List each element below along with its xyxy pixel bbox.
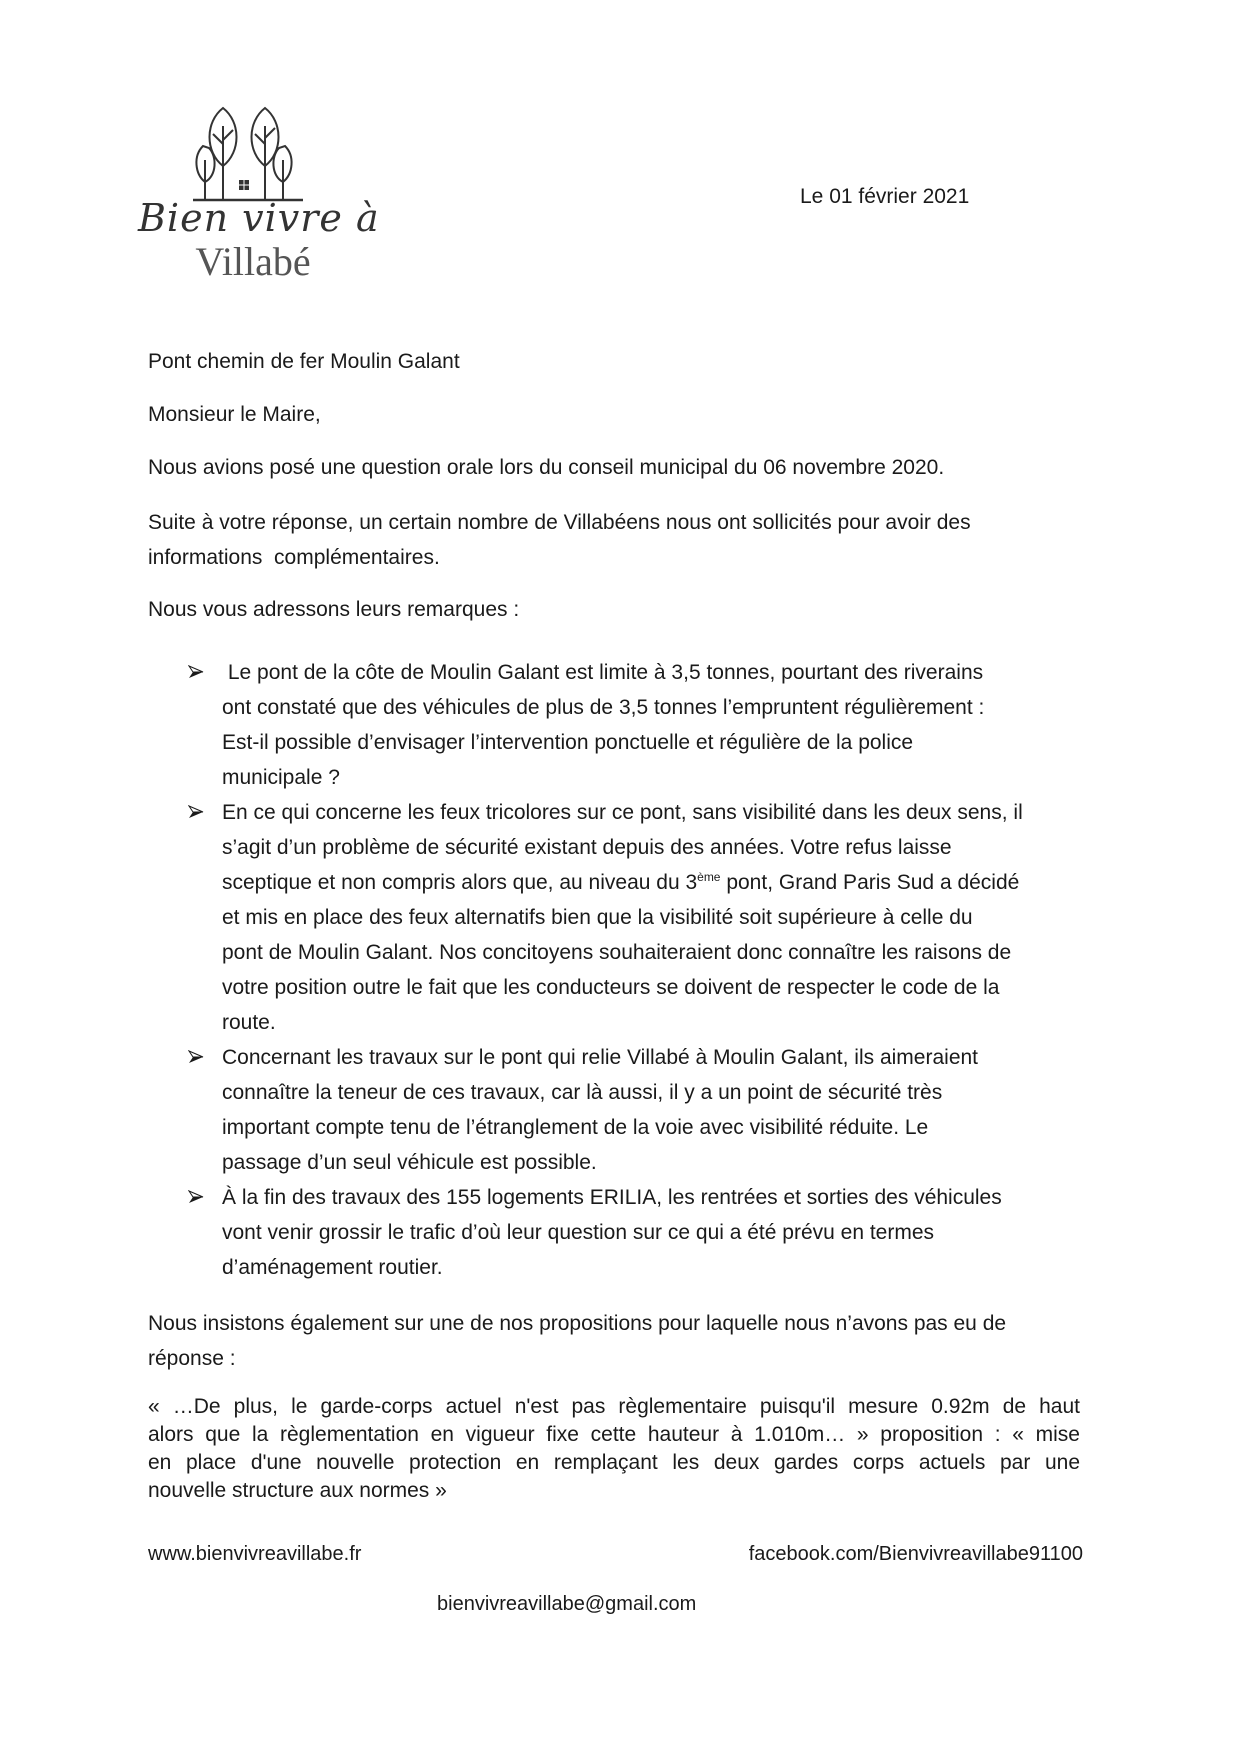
intro-paragraph: Nous avions posé une question orale lors du conseil municipal du 06 novembre 2020. (148, 456, 945, 479)
email-link[interactable]: bienvivreavillabe@gmail.com (437, 1593, 697, 1615)
bullet-3-line-3: important compte tenu de l’étranglement de la voie avec visibilité réduite. Le (222, 1116, 929, 1139)
list-item (148, 655, 1098, 795)
bullet-3-line-2: connaître la teneur de ces travaux, car là aussi, il y a un point de sécurité très (222, 1081, 943, 1104)
bullet-4-line-3: d’aménagement routier. (222, 1256, 443, 1279)
list-item (148, 1040, 1098, 1180)
association-logo (138, 104, 380, 284)
salutation: Monsieur le Maire, (148, 403, 321, 426)
letter-subject: Pont chemin de fer Moulin Galant (148, 350, 460, 373)
bullet-2-line-3-start: sceptique et non compris alors que, au niveau du 3 (222, 871, 698, 894)
remarks-list (148, 655, 1098, 1285)
bullet-2-line-4: et mis en place des feux alternatifs bien que la visibilité soit supérieure à celle du (222, 906, 973, 929)
trees-house-icon (193, 104, 303, 204)
facebook-link[interactable]: facebook.com/Bienvivreavillabe91100 (748, 1543, 1083, 1565)
website-link[interactable]: www.bienvivreavillabe.fr (148, 1543, 362, 1565)
followup-paragraph (148, 505, 1078, 575)
bullet-2-line-2: s’agit d’un problème de sécurité existant depuis des années. Votre refus laisse (222, 836, 952, 859)
bullet-4-line-2: vont venir grossir le trafic d’où leur question sur ce qui a été prévu en termes (222, 1221, 935, 1244)
logo-name-text: Villabé (195, 239, 311, 284)
insist-line-2: réponse : (148, 1347, 236, 1370)
list-item (148, 1180, 1098, 1285)
bullet-4-line-1: À la fin des travaux des 155 logements ERILIA, les rentrées et sorties des véhicules (222, 1186, 1002, 1209)
bullet-2-line-1: En ce qui concerne les feux tricolores sur ce pont, sans visibilité dans les deux sens, il (222, 801, 1023, 824)
quote-line-4: nouvelle structure aux normes » (148, 1479, 447, 1502)
logo-script-text: Bien vivre à (138, 196, 380, 240)
bullet-2-line-3-end: pont, Grand Paris Sud a décidé (720, 871, 1020, 894)
letter-date: Le 01 février 2021 (800, 185, 970, 208)
bullet-1-line-1: Le pont de la côte de Moulin Galant est limite à 3,5 tonnes, pourtant des riverains (222, 661, 984, 684)
remarks-intro: Nous vous adressons leurs remarques : (148, 598, 520, 621)
bullet-3-line-4: passage d’un seul véhicule est possible. (222, 1151, 597, 1174)
bullet-2-line-3 (222, 865, 1098, 900)
bullet-1-line-4: municipale ? (222, 766, 340, 789)
bullet-3-line-1: Concernant les travaux sur le pont qui relie Villabé à Moulin Galant, ils aimeraient (222, 1046, 979, 1069)
bullet-2-line-5: pont de Moulin Galant. Nos concitoyens souhaiteraient donc connaître les raisons de (222, 941, 1012, 964)
bullet-2-line-6: votre position outre le fait que les conducteurs se doivent de respecter le code de la (222, 976, 1000, 999)
bullet-1-line-3: Est-il possible d’envisager l’intervention ponctuelle et régulière de la police (222, 731, 914, 754)
quoted-proposal (148, 1393, 1080, 1505)
insist-paragraph (148, 1306, 1078, 1376)
bullet-1-line-2: ont constaté que des véhicules de plus de 3,5 tonnes l’empruntent régulièrement : (222, 696, 985, 719)
quote-line-1: « …De plus, le garde-corps actuel n'est pas règlementaire puisqu'il mesure 0.92m de haut (148, 1395, 1080, 1418)
insist-line-1: Nous insistons également sur une de nos propositions pour laquelle nous n’avons pas eu de (148, 1312, 1007, 1335)
quote-line-2: alors que la règlementation en vigueur fixe cette hauteur à 1.010m… » proposition : « mise (148, 1423, 1080, 1446)
arrowhead-bullet-icon (188, 655, 208, 690)
arrowhead-bullet-icon (188, 795, 208, 830)
ordinal-superscript: ème (697, 870, 721, 884)
followup-line-2: informations complémentaires. (148, 546, 440, 569)
arrowhead-bullet-icon (188, 1040, 208, 1075)
list-item (148, 795, 1098, 1040)
followup-line-1: Suite à votre réponse, un certain nombre de Villabéens nous ont sollicités pour avoir des (148, 511, 971, 534)
arrowhead-bullet-icon (188, 1180, 208, 1215)
quote-line-3: en place d'une nouvelle protection en remplaçant les deux gardes corps actuels par une (148, 1451, 1080, 1474)
bullet-2-line-7: route. (222, 1011, 276, 1034)
